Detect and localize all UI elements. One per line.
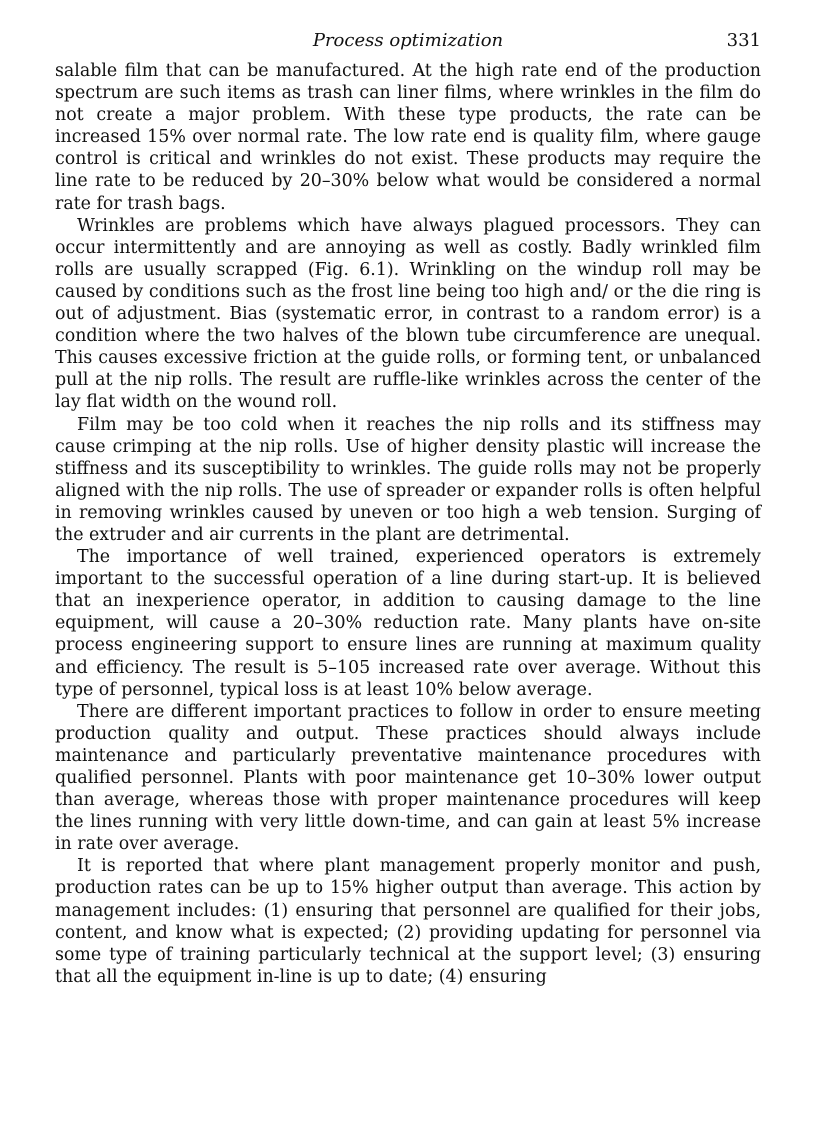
page-number: 331 <box>726 30 761 51</box>
page-header <box>55 30 761 60</box>
paragraph-5: There are different important practices to follow in order to ensure meeting production quality and output. These practices should always include maintenance and particularly preventative maintenance procedures with qualified personnel. Plants with poor maintenance get 10–30% lower output than average, whereas those with proper maintenance procedures will keep the lines running with very little down-time, and can gain at least 5% increase in rate over average. <box>55 701 761 855</box>
paragraph-6: It is reported that where plant management properly monitor and push, production rates can be up to 15% higher output than average. This action by management includes: (1) ensuring that personnel are qualified for their jobs, content, and know what is expected; (2) providing updating for personnel via some type of training particularly technical at the support level; (3) ensuring that all the equipment in-line is up to date; (4) ensuring <box>55 856 761 987</box>
book-page <box>55 30 761 988</box>
running-title: Process optimization <box>312 30 504 51</box>
paragraph-3: Film may be too cold when it reaches the nip rolls and its stiffness may cause crimping at the nip rolls. Use of higher density plastic will increase the stiffness and its susceptibility to wrinkles. The guide rolls may not be properly aligned with the nip rolls. The use of spreader or expander rolls is often helpful in removing wrinkles caused by uneven or too high a web tension. Surging of the extruder and air currents in the plant are detrimental. <box>55 414 761 545</box>
paragraph-1: salable film that can be manufactured. At the high rate end of the production spectrum are such items as trash can liner films, where wrinkles in the film do not create a major problem. With these type products, the rate can be increased 15% over normal rate. The low rate end is quality film, where gauge control is critical and wrinkles do not exist. These products may require the line rate to be reduced by 20–30% below what would be considered a normal rate for trash bags. <box>55 61 761 214</box>
paragraph-2: Wrinkles are problems which have always plagued processors. They can occur intermittently and are annoying as well as costly. Badly wrinkled film rolls are usually scrapped (Fig. 6.1). Wrinkling on the windup roll may be caused by conditions such as the frost line being too high and/ or the die ring is out of adjustment. Bias (systematic error, in contrast to a random error) is a condition where the two halves of the blown tube circumference are unequal. This causes excessive friction at the guide rolls, or forming tent, or unbalanced pull at the nip rolls. The result are ruffle-like wrinkles across the center of the lay flat width on the wound roll. <box>55 215 761 413</box>
paragraph-4: The importance of well trained, experienced operators is extremely important to the successful operation of a line during start-up. It is believed that an inexperience operator, in addition to causing damage to the line equipment, will cause a 20–30% reduction rate. Many plants have on-site process engineering support to ensure lines are running at maximum quality and efficiency. The result is 5–105 increased rate over average. Without this type of personnel, typical loss is at least 10% below average. <box>55 547 761 700</box>
body-text <box>55 60 761 988</box>
